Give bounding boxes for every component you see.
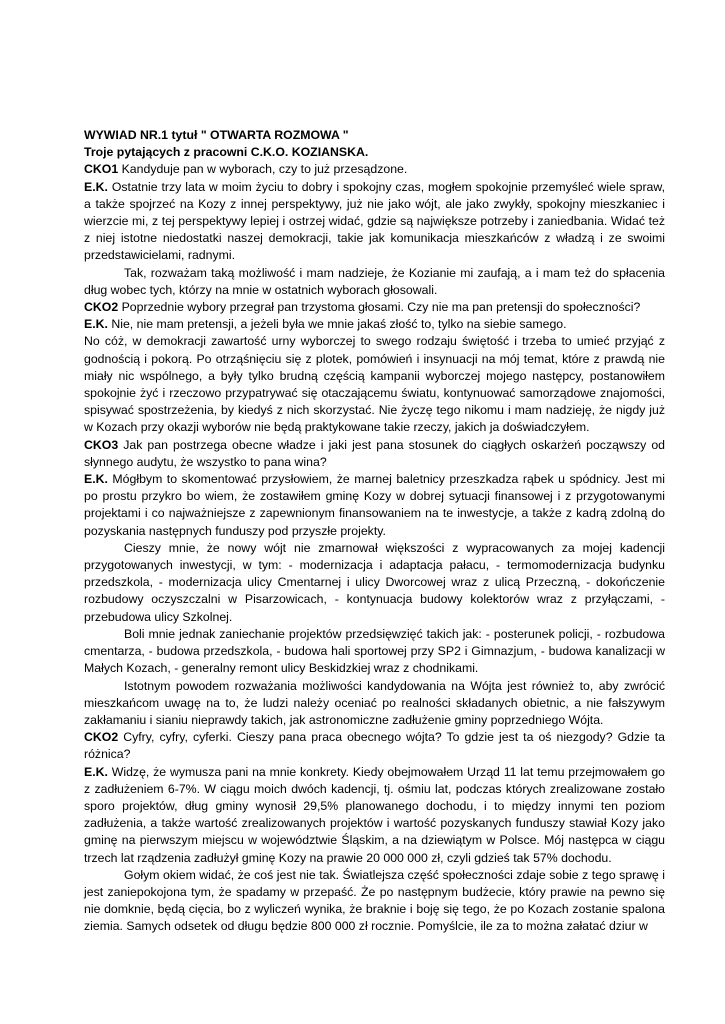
paragraph-text: Cieszy mnie, że nowy wójt nie zmarnował większości z wypracowanych za mojej kadencji przygotowanych inwestycji, w tym: - modernizacja i adaptacja pałacu, - termomodernizacja budynku przedszkola, - modernizacja ulicy Cmentarnej i ulicy Dworcowej wraz z ulicą Przeczną, - dokończenie rozbudowy oczyszczalni w Pisarzowicach, - kontynuacja budowy kolektorów wraz z przyłączami, - przebudowa ulicy Szkolnej. xyxy=(84,540,665,624)
speaker-label: E.K. xyxy=(84,317,108,332)
paragraph-text: Poprzednie wybory przegrał pan trzystoma głosami. Czy nie ma pan pretensji do społeczności? xyxy=(121,300,641,315)
answer-paragraph xyxy=(84,179,665,265)
document-subtitle: Troje pytających z pracowni C.K.O. KOZIANSKA. xyxy=(84,145,369,160)
interview-text xyxy=(84,127,665,936)
paragraph-text: Cyfry, cyfry, cyferki. Cieszy pana praca obecnego wójta? To gdzie jest ta oś niezgody? Gdzie ta różnica? xyxy=(84,730,665,762)
speaker-label: CKO2 xyxy=(84,730,119,745)
answer-paragraph xyxy=(84,678,665,730)
paragraph-text: Jak pan postrzega obecne władze i jaki jest pana stosunek do ciągłych oskarżeń począwszy od słynnego audytu, że wszystko to pana wina? xyxy=(84,437,665,469)
paragraph-text: Tak, rozważam taką możliwość i mam nadzieje, że Kozianie mi zaufają, a i mam też do spłacenia dług wobec tych, którzy na mnie w ostatnich wyborach głosowali. xyxy=(84,265,665,297)
paragraph-text: Boli mnie jednak zaniechanie projektów przedsięwzięć takich jak: - posterunek policji, - rozbudowa cmentarza, - budowa przedszkola, - budowa hali sportowej przy SP2 i Gimnazjum, - budowa kanalizacji w Małych Kozach, - generalny remont ulicy Beskidzkiej wraz z chodnikami. xyxy=(84,626,665,676)
paragraph-text: Ostatnie trzy lata w moim życiu to dobry i spokojny czas, mogłem spokojnie przemyśleć wiele spraw, a także spojrzeć na Kozy z innej perspektywy, już nie jako wójt, ale jako zwykły, spokojny mieszkaniec i wierzcie mi, z tej perspektywy lepiej i ostrzej widać, gdzie są największe potrzeby i zaniedbania. Widać też z niej istotne niedostatki naszej demokracji, takie jak komunikacja mieszkańców z władzą i ze swoimi przedstawicielami, radnymi. xyxy=(84,179,666,263)
speaker-label: CKO1 xyxy=(84,162,119,177)
answer-paragraph xyxy=(84,333,665,436)
answer-paragraph xyxy=(84,867,665,936)
speaker-label: E.K. xyxy=(84,764,108,779)
question-paragraph xyxy=(84,437,665,471)
answer-paragraph xyxy=(84,471,665,540)
answer-paragraph xyxy=(84,265,665,299)
answer-paragraph xyxy=(84,764,665,867)
question-paragraph xyxy=(84,729,665,763)
answer-paragraph xyxy=(84,540,665,626)
paragraph-text: Widzę, że wymusza pani na mnie konkrety. Kiedy obejmowałem Urząd 11 lat temu przejmowałem go z zadłużeniem 6-7%. W ciągu moich dwóch kadencji, tj. ośmiu lat, podczas których zrealizowane zostało sporo projektów, dług gminy wynosił 29,5% planowanego dochodu, i to między innymi ten poziom zadłużenia, a także wartość zrealizowanych projektów i wartość pozyskanych funduszy stawiał Kozy jako gminę na pierwszym miejscu w województwie Śląskim, a na dziewiątym w Polsce. Mój następca w ciągu trzech lat rządzenia zadłużył gminę Kozy na prawie 20 000 000 zł, czyli gdzieś tak 57% dochodu. xyxy=(84,764,666,865)
paragraph-text: No cóż, w demokracji zawartość urny wyborczej to swego rodzaju świętość i trzeba to umieć przyjąć z godnością i pokorą. Po otrząśnięciu się z plotek, pomówień i insynuacji na mój temat, które z prawdą nie miały nic wspólnego, a były tylko brudną częścią kampanii wyborczej mojego następcy, postanowiłem spokojnie żyć i rzeczowo przypatrywać się otaczającemu światu, kontynuować samorządowe znajomości, spisywać spostrzeżenia, by kiedyś z nich skorzystać. Nie życzę tego nikomu i mam nadzieję, że nigdy już w Kozach przy okazji wyborów nie będą praktykowane takie rzeczy, jakich ja doświadczyłem. xyxy=(84,334,665,435)
paragraph-text: Mógłbym to skomentować przysłowiem, że marnej baletnicy przeszkadza rąbek u spódnicy. Jest mi po prostu przykro bo wiem, że zostawiłem gminę Kozy w dobrej sytuacji finansowej i z przygotowanymi projektami i co najważniejsze z zapewnionym finansowaniem na te inwestycje, a także z kadrą zdolną do pozyskania następnych funduszy pod przyszłe projekty. xyxy=(84,472,665,538)
speaker-label: CKO3 xyxy=(84,437,119,452)
paragraph-text: Kandyduje pan w wyborach, czy to już przesądzone. xyxy=(121,162,408,177)
answer-paragraph xyxy=(84,316,665,333)
paragraph-text: Gołym okiem widać, że coś jest nie tak. Światlejsza część społeczności zdaje sobie z tego sprawę i jest zaniepokojona tym, że spadamy w przepaść. Że po następnym budżecie, który prawie na pewno się nie domknie, będą cięcia, bo z wyliczeń wynika, że braknie i boję się tego, że po Kozach zostanie spalona ziemia. Samych odsetek od długu będzie 800 000 zł rocznie. Pomyślcie, ile za to można załatać dziur w xyxy=(84,867,665,934)
speaker-label: CKO2 xyxy=(84,300,119,315)
question-paragraph xyxy=(84,161,665,178)
answer-paragraph xyxy=(84,626,665,678)
document-title: WYWIAD NR.1 tytuł " OTWARTA ROZMOWA " xyxy=(84,128,349,142)
paragraph-text: Nie, nie mam pretensji, a jeżeli była we mnie jakaś złość to, tylko na siebie samego. xyxy=(111,317,567,332)
paragraph-text: Istotnym powodem rozważania możliwości kandydowania na Wójta jest również to, aby zwrócić mieszkańcom uwagę na to, że ludzi należy oceniać po realności składanych obietnic, a nie fałszywym zakłamaniu i sianiu nieprawdy takich, jak astronomiczne zadłużenie gminy poprzedniego Wójta. xyxy=(84,678,665,727)
question-paragraph xyxy=(84,299,665,316)
speaker-label: E.K. xyxy=(84,179,108,194)
speaker-label: E.K. xyxy=(84,472,108,487)
